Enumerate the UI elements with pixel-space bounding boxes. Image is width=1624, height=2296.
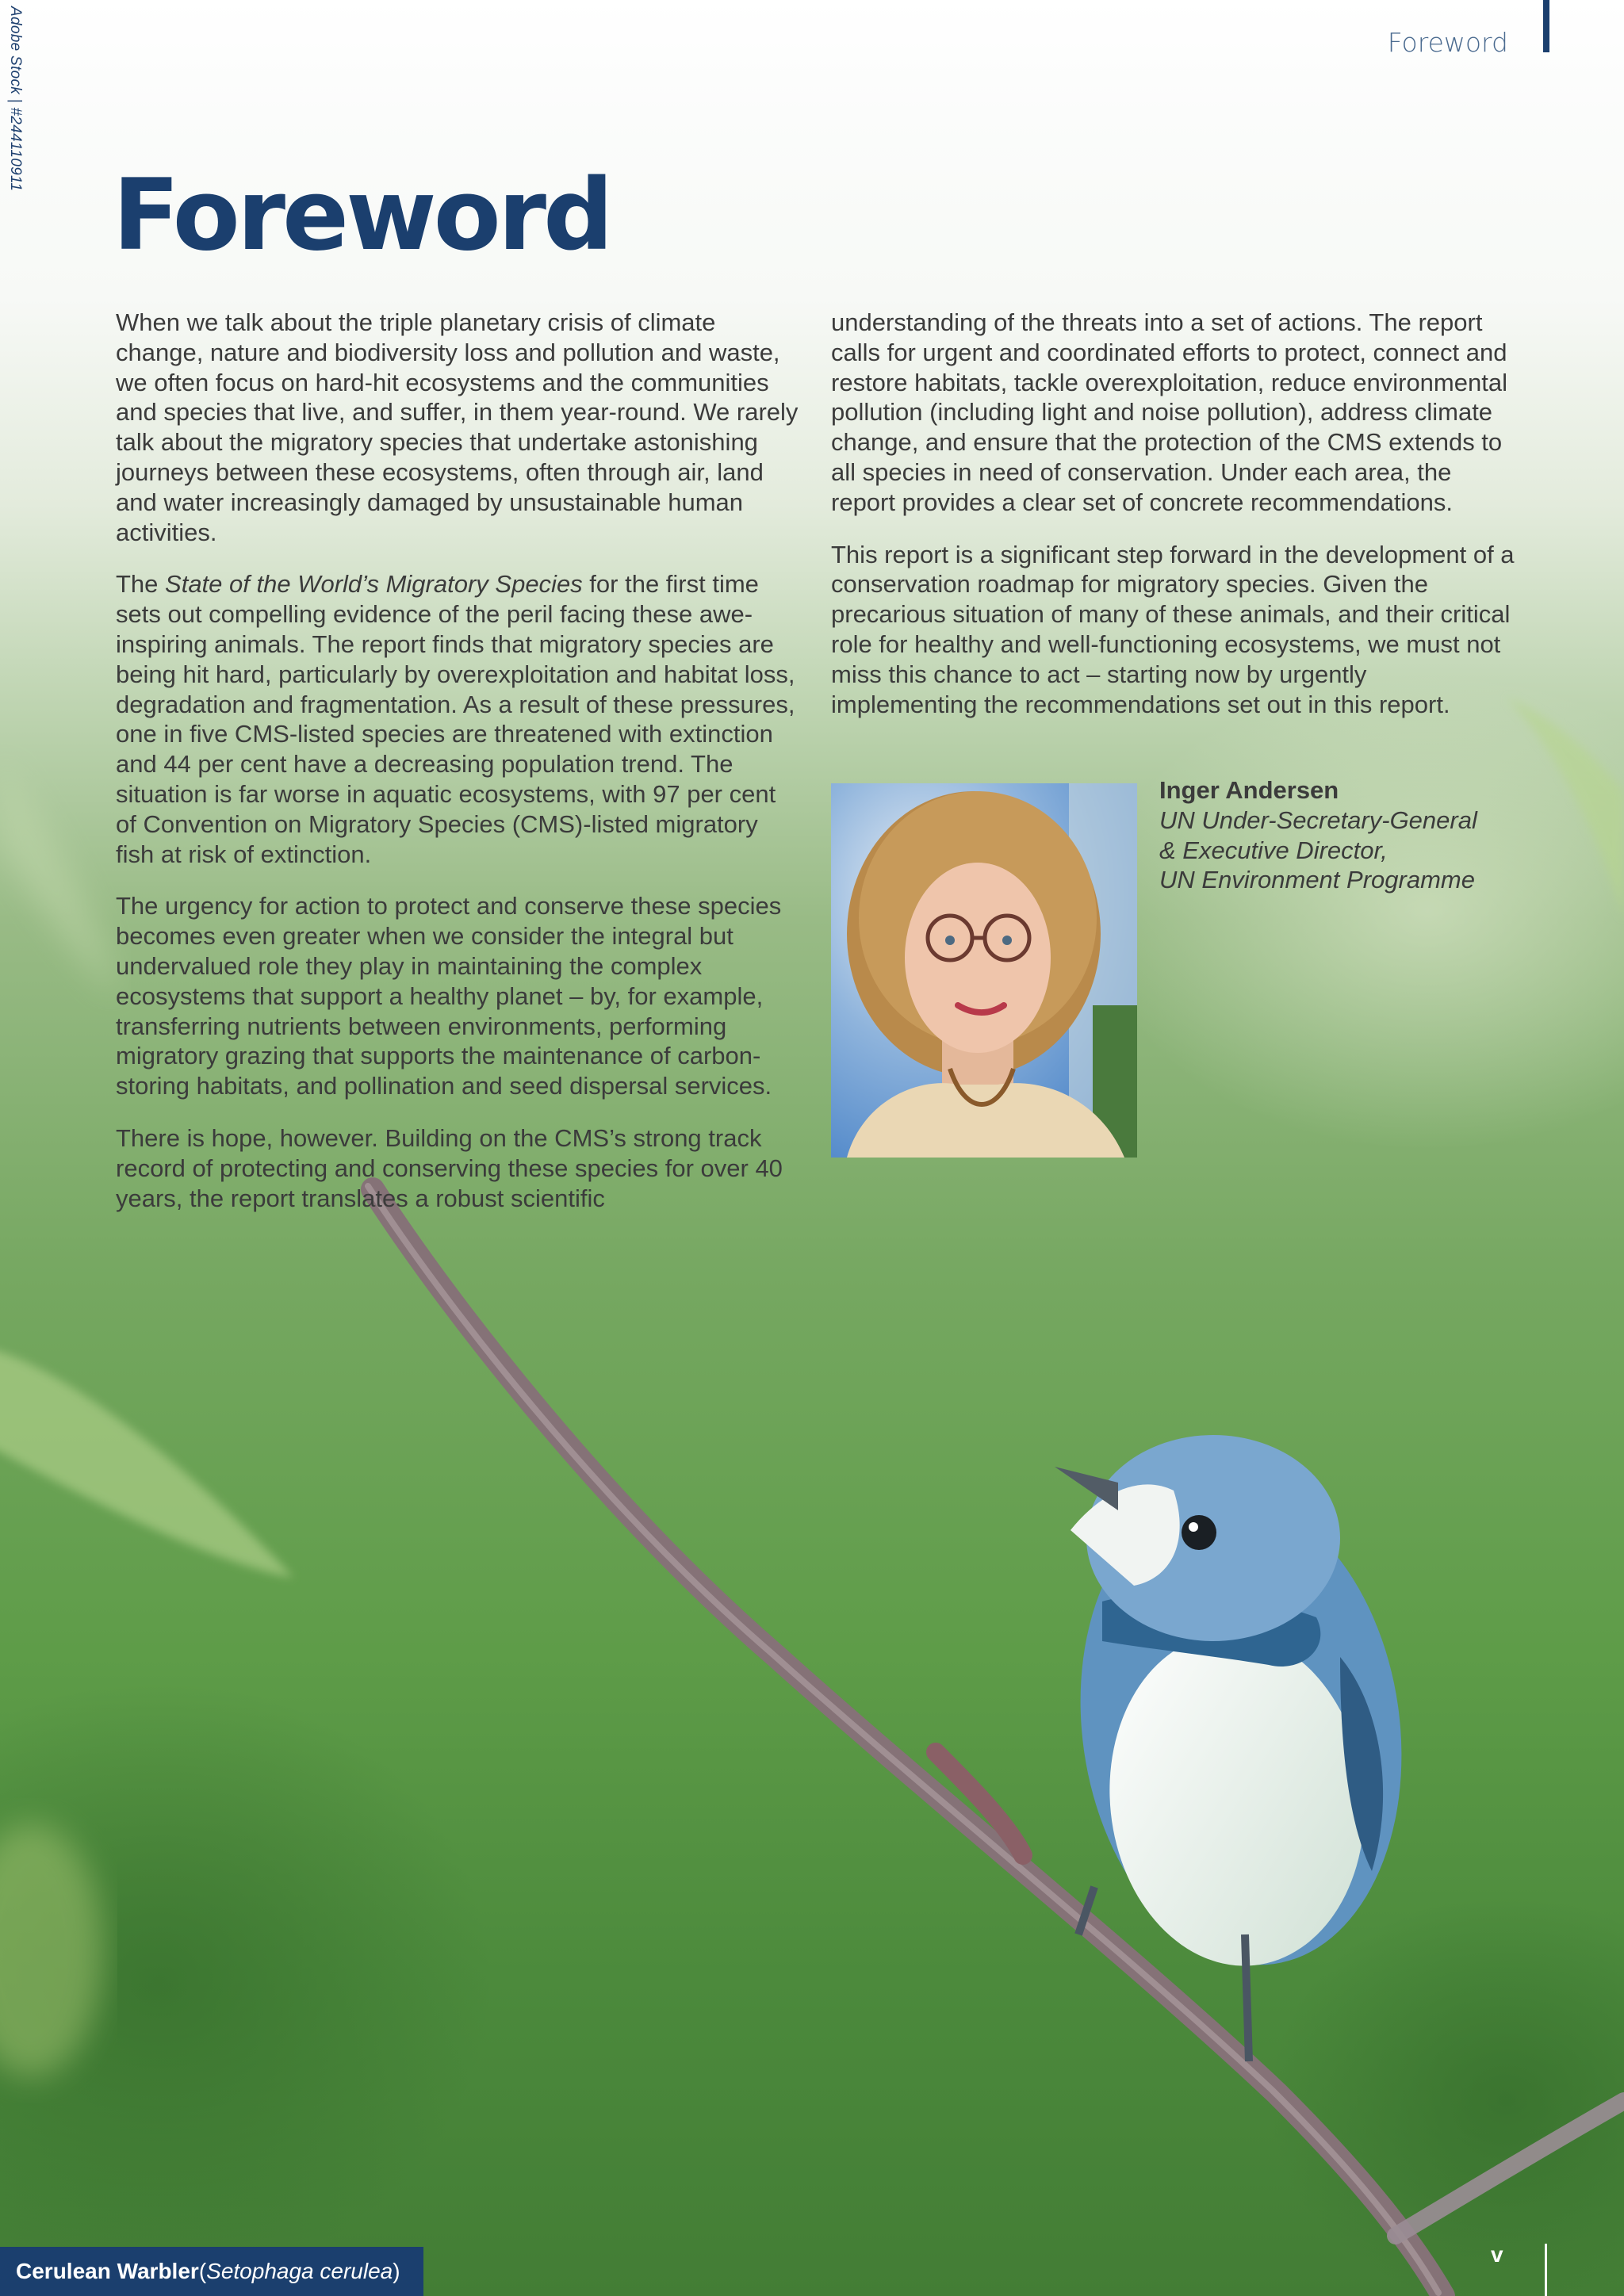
left-column [116,308,799,1235]
page-number: v [1491,2242,1503,2267]
paragraph: The urgency for action to protect and conserve these species becomes even greater when we consider the integral but undervalued role they play in maintaining the complex ecosystems that support a healthy planet – by, for example, transferring nutrients between environments, performing migratory grazing that supports the maintenance of carbon-storing habitats, and pollination and seed dispersal services. [116,892,782,1100]
right-column [831,308,1515,741]
paragraph: When we talk about the triple planetary crisis of climate change, nature and biodiversity loss and pollution and waste, we often focus on hard-hit ecosystems and the communities and species that live, and suffer, in them year-round. We rarely talk about the migratory species that undertake astonishing journeys between these ecosystems, often through air, land and water increasingly damaged by unsustainable human activities. [116,308,799,546]
signatory-title: & Executive Director, [1159,836,1388,864]
bird-eye [1182,1515,1216,1550]
text-run: The [116,570,166,599]
caption-paren: ( [198,2259,207,2283]
page-title: Foreword [113,159,611,273]
species-common-name: Cerulean Warbler [16,2259,199,2283]
caption-paren: ) [393,2259,400,2283]
photo-caption [0,2247,423,2296]
paragraph: There is hope, however. Building on the CMS’s strong track record of protecting and conserving these species for over 40 years, the report translates a robust scientific [116,1123,783,1212]
signature-block [1159,775,1477,895]
paragraph [116,569,799,869]
portrait-image [831,783,1137,1158]
header-accent-bar [1543,0,1549,52]
page-number-bar [1545,2244,1547,2296]
signatory-organization: UN Environment Programme [1159,866,1475,894]
paragraph: understanding of the threats into a set of actions. The report calls for urgent and coordinated efforts to protect, connect and restore habitats, tackle overexploitation, reduce environmental pollution (including light and noise pollution), address climate change, and ensure that the protection of the CMS extends to all species in need of conservation. Under each area, the report provides a clear set of concrete recommendations. [831,308,1507,516]
photo-credit: Adobe Stock | #244110911 [7,6,24,192]
signatory-name: Inger Andersen [1159,776,1339,804]
text-run: for the first time sets out compelling evidence of the peril facing these awe-inspiring animals. The report finds that migratory species are being hit hard, particularly by overexploitation and habitat loss, degradation and fragmentation. As a result of these pressures, one in five CMS-listed species are threatened with extinction and 44 per cent have a decreasing population trend. The situation is far worse in aquatic ecosystems, with 97 per cent of Convention on Migratory Species (CMS)-listed migratory fish at risk of extinction. [116,570,795,868]
paragraph: This report is a significant step forward in the development of a conservation roadmap for migratory species. Given the precarious situation of many of these animals, and their critical role for healthy and well-functioning ecosystems, we must not miss this chance to act – starting now by urgently implementing the recommendations set out in this report. [831,540,1515,718]
running-header: Foreword [1387,27,1508,58]
portrait-photo [831,783,1137,1158]
report-title-italic: State of the World’s Migratory Species [165,570,583,599]
species-scientific-name: Setophaga cerulea [206,2259,393,2283]
signatory-title: UN Under-Secretary-General [1159,806,1477,834]
